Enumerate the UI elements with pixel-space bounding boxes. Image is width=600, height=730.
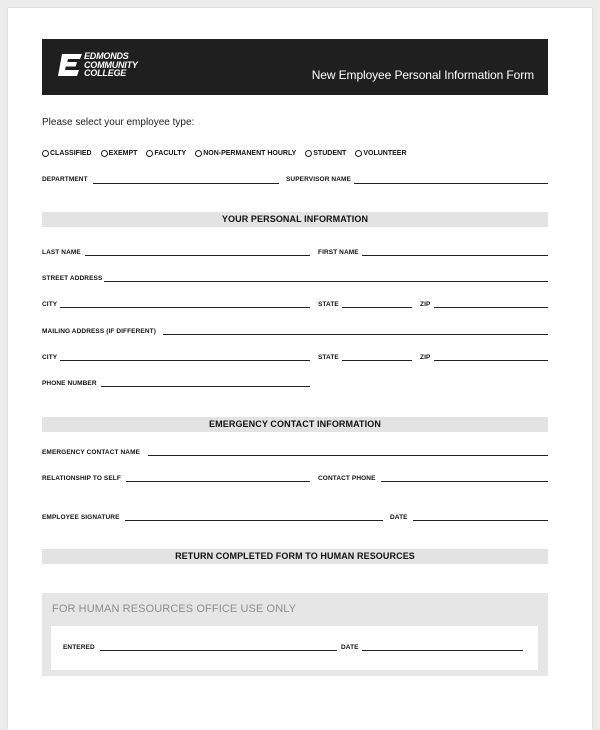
radio-circle-icon[interactable]: [101, 150, 108, 157]
zip-field[interactable]: [434, 307, 548, 308]
radio-exempt[interactable]: [101, 150, 138, 157]
college-logo-text: [84, 52, 138, 78]
personal-info-heading: YOUR PERSONAL INFORMATION: [42, 212, 548, 227]
mailing-state-field[interactable]: [342, 360, 412, 361]
radio-circle-icon[interactable]: [146, 150, 153, 157]
mailing-zip-field[interactable]: [434, 360, 548, 361]
employee-type-options: [42, 147, 416, 159]
hr-office-title: FOR HUMAN RESOURCES OFFICE USE ONLY: [52, 603, 297, 615]
radio-label: STUDENT: [313, 149, 347, 157]
radio-label: EXEMPT: [108, 149, 138, 157]
college-logo-icon: [58, 54, 82, 76]
radio-faculty[interactable]: [146, 150, 186, 157]
radio-non-permanent-hourly[interactable]: [195, 150, 296, 157]
last-name-field[interactable]: [85, 255, 310, 256]
signature-date-field[interactable]: [413, 520, 548, 521]
emergency-contact-name-field[interactable]: [148, 455, 548, 456]
return-notice: RETURN COMPLETED FORM TO HUMAN RESOURCES: [42, 549, 548, 564]
mailing-city-label: CITY: [42, 354, 58, 361]
phone-number-label: PHONE NUMBER: [42, 380, 97, 387]
mailing-address-field[interactable]: [163, 334, 548, 335]
hr-office-box: [42, 593, 548, 676]
radio-label: FACULTY: [154, 149, 187, 157]
first-name-label: FIRST NAME: [318, 249, 359, 256]
form-page: [8, 8, 592, 730]
hr-date-label: DATE: [341, 644, 359, 651]
supervisor-name-field[interactable]: [354, 183, 548, 184]
hr-office-fields: [51, 626, 538, 670]
form-title: New Employee Personal Information Form: [311, 68, 534, 82]
signature-date-label: DATE: [390, 514, 408, 521]
supervisor-name-label: SUPERVISOR NAME: [286, 176, 351, 183]
state-field[interactable]: [342, 307, 412, 308]
mailing-address-label: MAILING ADDRESS (IF DIFFERENT): [42, 328, 156, 335]
emergency-contact-name-label: EMERGENCY CONTACT NAME: [42, 449, 141, 456]
radio-label: NON-PERMANENT HOURLY: [203, 149, 297, 157]
form-header: [42, 39, 548, 95]
hr-date-field[interactable]: [362, 650, 523, 651]
street-address-field[interactable]: [104, 281, 548, 282]
zip-label: ZIP: [420, 301, 431, 308]
mailing-city-field[interactable]: [60, 360, 310, 361]
first-name-field[interactable]: [362, 255, 548, 256]
city-field[interactable]: [60, 307, 310, 308]
mailing-zip-label: ZIP: [420, 354, 431, 361]
radio-circle-icon[interactable]: [195, 150, 202, 157]
employee-signature-label: EMPLOYEE SIGNATURE: [42, 514, 120, 521]
phone-number-field[interactable]: [101, 386, 310, 387]
employee-signature-field[interactable]: [125, 520, 383, 521]
logo-line: COMMUNITY: [84, 59, 138, 70]
logo-line: EDMONDS: [84, 51, 129, 61]
relationship-label: RELATIONSHIP TO SELF: [42, 475, 121, 482]
radio-circle-icon[interactable]: [355, 150, 362, 157]
street-address-label: STREET ADDRESS: [42, 275, 103, 282]
radio-label: VOLUNTEER: [363, 149, 407, 157]
city-label: CITY: [42, 301, 58, 308]
radio-circle-icon[interactable]: [42, 150, 49, 157]
last-name-label: LAST NAME: [42, 249, 81, 256]
emergency-contact-heading: EMERGENCY CONTACT INFORMATION: [42, 417, 548, 432]
contact-phone-label: CONTACT PHONE: [318, 475, 376, 482]
state-label: STATE: [318, 301, 339, 308]
radio-volunteer[interactable]: [355, 150, 406, 157]
logo-line: COLLEGE: [84, 68, 127, 78]
radio-classified[interactable]: [42, 150, 92, 157]
radio-circle-icon[interactable]: [305, 150, 312, 157]
entered-label: ENTERED: [63, 644, 95, 651]
contact-phone-field[interactable]: [381, 481, 548, 482]
department-label: DEPARTMENT: [42, 176, 88, 183]
radio-student[interactable]: [305, 150, 346, 157]
relationship-field[interactable]: [126, 481, 310, 482]
department-field[interactable]: [93, 183, 279, 184]
employee-type-prompt: Please select your employee type:: [42, 117, 195, 128]
mailing-state-label: STATE: [318, 354, 339, 361]
radio-label: CLASSIFIED: [50, 149, 92, 157]
entered-field[interactable]: [100, 650, 337, 651]
